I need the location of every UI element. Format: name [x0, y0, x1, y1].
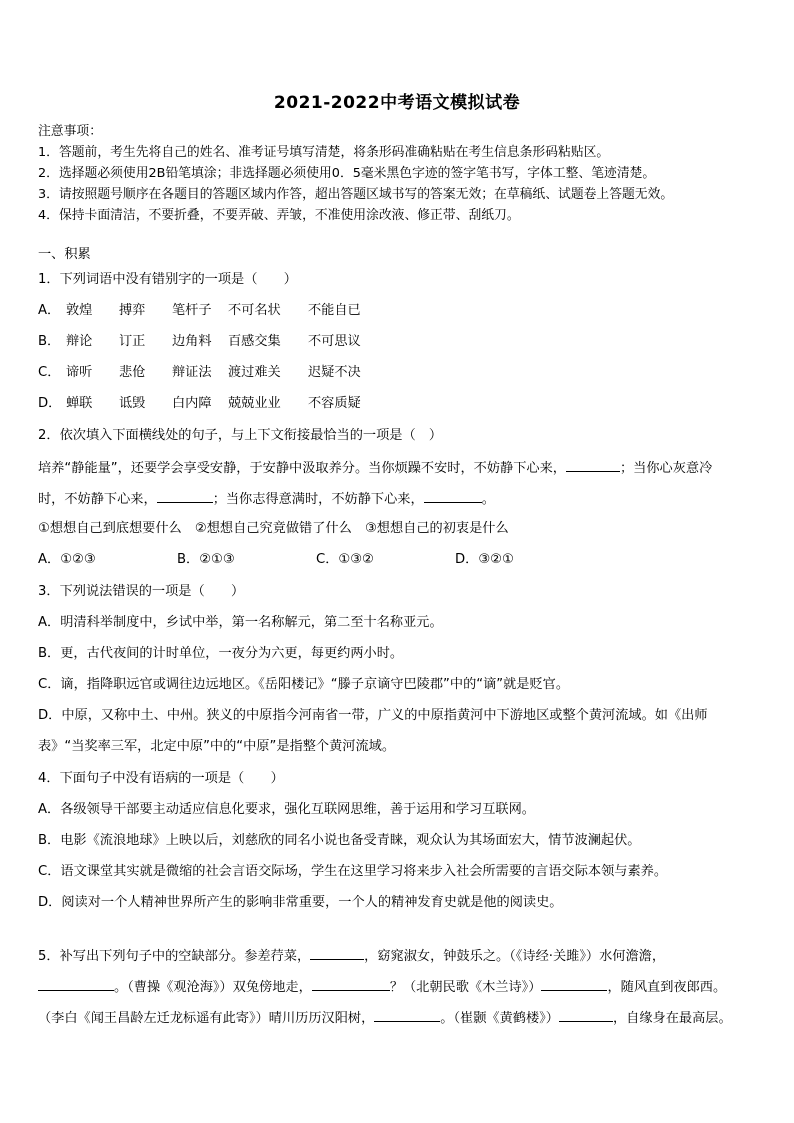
option-d-continued: 表》“当奖率三军，北定中原”中的“中原”是指整个黄河流域。: [38, 739, 396, 754]
choice-a: A．①②③: [38, 552, 96, 567]
option-word: 蝉联: [66, 396, 93, 411]
exam-title: 2021-2022中考语文模拟试卷: [273, 93, 521, 113]
choice-c: C．①③②: [316, 552, 374, 567]
option-word: 搏弈: [119, 303, 146, 318]
option-word: 辩证法: [172, 365, 212, 380]
option-word: 百感交集: [228, 334, 281, 349]
option-word: 不可思议: [308, 334, 361, 349]
section-heading: 一、积累: [38, 247, 91, 262]
answer-blank[interactable]: [424, 489, 482, 503]
option-word: 边角料: [172, 334, 212, 349]
fill-line: [38, 977, 726, 997]
option-c: C．语文课堂其实就是微缩的社会言语交际场，学生在这里学习将来步入社会所需要的言语交际本领与素养。: [38, 864, 668, 879]
option-row: [38, 395, 388, 413]
answer-blank[interactable]: [566, 458, 620, 472]
option-word: 兢兢业业: [228, 396, 281, 411]
option-label: C．: [38, 365, 61, 380]
answer-blank[interactable]: [312, 977, 390, 991]
option-label: B．: [38, 334, 61, 349]
passage-line: [38, 458, 712, 478]
fill-text: 5．补写出下列句子中的空缺部分。参差荇菜，: [38, 949, 311, 964]
fill-text: ，窈窕淑女，钟鼓乐之。（《诗经·关雎》）水何澹澹，: [364, 949, 666, 964]
option-word: 悲伧: [119, 365, 146, 380]
fill-text: ，自缘身在最高层。: [612, 1011, 732, 1026]
passage-text: 培养“静能量”，还要学会享受安静，于安静中汲取养分。当你烦躁不安时，不妨静下心来，: [38, 461, 566, 476]
option-word: 辩论: [66, 334, 93, 349]
choice-d: D．③②①: [455, 552, 514, 567]
notice-item: 2．选择题必须使用2B铅笔填涂；非选择题必须使用0．5毫米黑色字迹的签字笔书写，字体工整、笔迹清楚。: [38, 166, 656, 181]
option-word: 不能自已: [308, 303, 361, 318]
option-label: A．: [38, 303, 61, 318]
fill-text: ，随风直到夜郎西。: [607, 980, 727, 995]
passage-text: ；当你志得意满时，不妨静下心来，: [212, 492, 424, 507]
option-word: 诋毁: [119, 396, 146, 411]
fill-text: （李白《闻王昌龄左迁龙标遥有此寄》）晴川历历汉阳树，: [38, 1011, 375, 1026]
option-word: 白内障: [172, 396, 212, 411]
notice-item: 1．答题前，考生先将自己的姓名、准考证号填写清楚，将条形码准确粘贴在考生信息条形码粘贴区。: [38, 145, 610, 160]
passage-line: [38, 489, 495, 509]
fill-text: ？（北朝民歌《木兰诗》）: [389, 980, 542, 995]
option-row: [38, 364, 388, 382]
option-b: B．电影《流浪地球》上映以后，刘慈欣的同名小说也备受青睐，观众认为其场面宏大，情节波澜起伏。: [38, 833, 641, 848]
option-word: 订正: [119, 334, 146, 349]
passage-text: 。: [481, 492, 495, 507]
fill-text: 。（崔颢《黄鹤楼》）: [440, 1011, 559, 1026]
option-word: 迟疑不决: [308, 365, 361, 380]
notice-item: 4．保持卡面清洁，不要折叠，不要弄破、弄皱，不准使用涂改液、修正带、刮纸刀。: [38, 208, 520, 223]
notice-item: 3．请按照题号顺序在各题目的答题区域内作答，超出答题区域书写的答案无效；在草稿纸、试题卷上答题无效。: [38, 187, 674, 202]
fill-line: [38, 946, 665, 966]
notice-heading: 注意事项：: [38, 124, 102, 139]
answer-blank[interactable]: [310, 946, 364, 960]
option-word: 笔杆子: [172, 303, 212, 318]
passage-text: 时，不妨静下心来，: [38, 492, 157, 507]
answer-blank[interactable]: [157, 489, 213, 503]
answer-blank[interactable]: [374, 1008, 440, 1022]
passage-text: ；当你心灰意冷: [619, 461, 713, 476]
option-word: 敦煌: [66, 303, 93, 318]
option-b: B．更，古代夜间的计时单位，一夜分为六更，每更约两小时。: [38, 646, 404, 661]
answer-blank[interactable]: [38, 977, 114, 991]
option-word: 不可名状: [228, 303, 281, 318]
question-stem: 1．下列词语中没有错别字的一项是（ ）: [38, 272, 297, 287]
option-word: 渡过难关: [228, 365, 281, 380]
sentence-options: ①想想自己到底想要什么 ②想想自己究竟做错了什么 ③想想自己的初衷是什么: [38, 521, 509, 536]
answer-blank[interactable]: [541, 977, 607, 991]
question-stem: 3．下列说法错误的一项是（ ）: [38, 584, 245, 599]
fill-line: [38, 1008, 732, 1028]
option-c: C．谪，指降职远官或调往边远地区。《岳阳楼记》“滕子京谪守巴陵郡”中的“谪”就是贬官。: [38, 677, 570, 692]
option-word: 不容质疑: [308, 396, 361, 411]
choice-b: B．②①③: [177, 552, 235, 567]
choice-row: [38, 551, 594, 569]
option-row: [38, 302, 388, 320]
option-a: A．各级领导干部要主动适应信息化要求，强化互联网思维，善于运用和学习互联网。: [38, 802, 535, 817]
option-d: D．阅读对一个人精神世界所产生的影响非常重要，一个人的精神发育史就是他的阅读史。: [38, 895, 563, 910]
fill-text: 。（曹操《观沧海》）双兔傍地走，: [114, 980, 312, 995]
option-d: D．中原，又称中土、中州。狭义的中原指今河南省一带，广义的中原指黄河中下游地区或整个黄河流域。如《出师: [38, 708, 708, 723]
option-word: 谛听: [66, 365, 93, 380]
answer-blank[interactable]: [559, 1008, 613, 1022]
option-a: A．明清科举制度中，乡试中举，第一名称解元，第二至十名称亚元。: [38, 615, 443, 630]
option-row: [38, 333, 388, 351]
question-stem: 2．依次填入下面横线处的句子，与上下文衔接最恰当的一项是（ ）: [38, 428, 443, 443]
question-stem: 4．下面句子中没有语病的一项是（ ）: [38, 771, 284, 786]
option-label: D．: [38, 396, 62, 411]
